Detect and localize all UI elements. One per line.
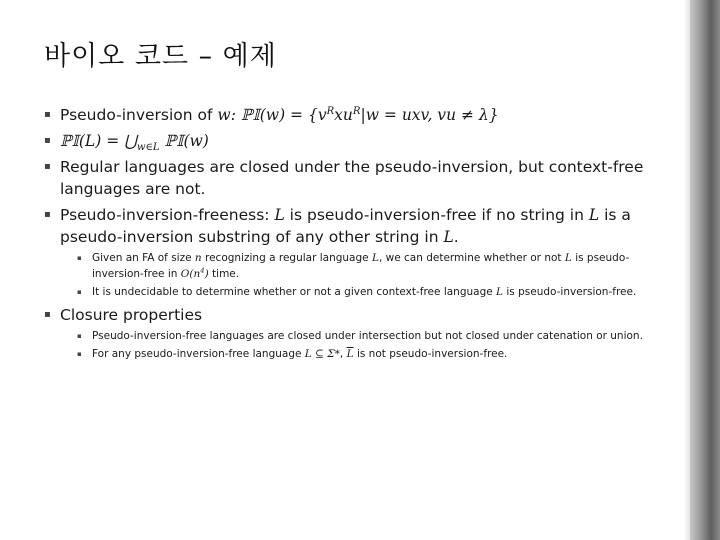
bullet-text: Regular languages are closed under the pseudo-inversion, but context-free languages are not. (60, 158, 644, 198)
bullet-text: Pseudo-inversion-freeness: (60, 206, 270, 224)
math-sup: R (352, 105, 361, 117)
math-formula: O(n (180, 268, 201, 280)
math-formula: ) (204, 268, 209, 280)
subbullet-fa-decision (77, 250, 644, 282)
bullet-text: is pseudo-inversion-free. (506, 286, 637, 298)
bullet-text: Given an FA of size (92, 252, 192, 264)
math-var: w (217, 106, 231, 124)
decorative-right-edge (690, 0, 720, 540)
bullet-pseudo-inversion-freeness (44, 204, 644, 300)
bullet-text: time. (212, 268, 240, 280)
bullet-text: , we can determine whether or not (378, 252, 562, 264)
slide-content (44, 104, 644, 366)
math-sub: w∈L (136, 142, 160, 154)
math-var: L (274, 206, 285, 224)
bullet-pi-of-language (44, 130, 644, 152)
math-formula: L ⊆ Σ* (304, 348, 340, 360)
math-formula: ℙ𝕀(w) (164, 132, 209, 150)
bullet-closure-regular (44, 156, 644, 200)
bullet-text: For any pseudo-inversion-free language (92, 348, 302, 360)
bullet-text: . (453, 228, 459, 246)
bullet-pseudo-inversion-definition (44, 104, 644, 126)
bullet-text: is pseudo-inversion-free if no string in (289, 206, 584, 224)
math-formula: ℙ𝕀(L) = ⋃ (60, 132, 137, 150)
math-var: L (564, 252, 572, 264)
math-formula: |w = uxv, vu ≠ λ} (360, 106, 499, 124)
math-var: $\overline{L}$ (346, 348, 354, 360)
bullet-text: Pseudo-inversion-free languages are closed under intersection but not closed under catenation or union. (92, 330, 643, 342)
bullet-text: Closure properties (60, 306, 203, 324)
math-sup: R (326, 105, 335, 117)
math-var: L (443, 228, 454, 246)
slide-title: 바이오 코드 – 예제 (44, 41, 277, 72)
subbullet-undecidable (77, 284, 644, 300)
math-var: n (194, 252, 202, 264)
bullet-text: It is undecidable to determine whether or not a given context-free language (92, 286, 493, 298)
math-formula: xu (334, 106, 353, 124)
subbullet-closure-intersection (77, 328, 644, 344)
math-var: L (496, 286, 504, 298)
bullet-text: Pseudo-inversion of (60, 106, 213, 124)
math-formula: : ℙ𝕀(w) = {v (230, 106, 327, 124)
bullet-text: is a pseudo-inversion substring of any other string in (60, 206, 631, 246)
math-var: L (588, 206, 600, 224)
bullet-closure-properties (44, 304, 644, 362)
bullet-text: is pseudo-inversion-free in (92, 252, 630, 280)
math-var: L (371, 252, 379, 264)
bullet-text: recognizing a regular language (205, 252, 369, 264)
subbullet-complement (77, 346, 644, 362)
math-sup: 4 (200, 266, 205, 275)
bullet-text: , (339, 348, 344, 360)
bullet-text: is not pseudo-inversion-free. (356, 348, 508, 360)
